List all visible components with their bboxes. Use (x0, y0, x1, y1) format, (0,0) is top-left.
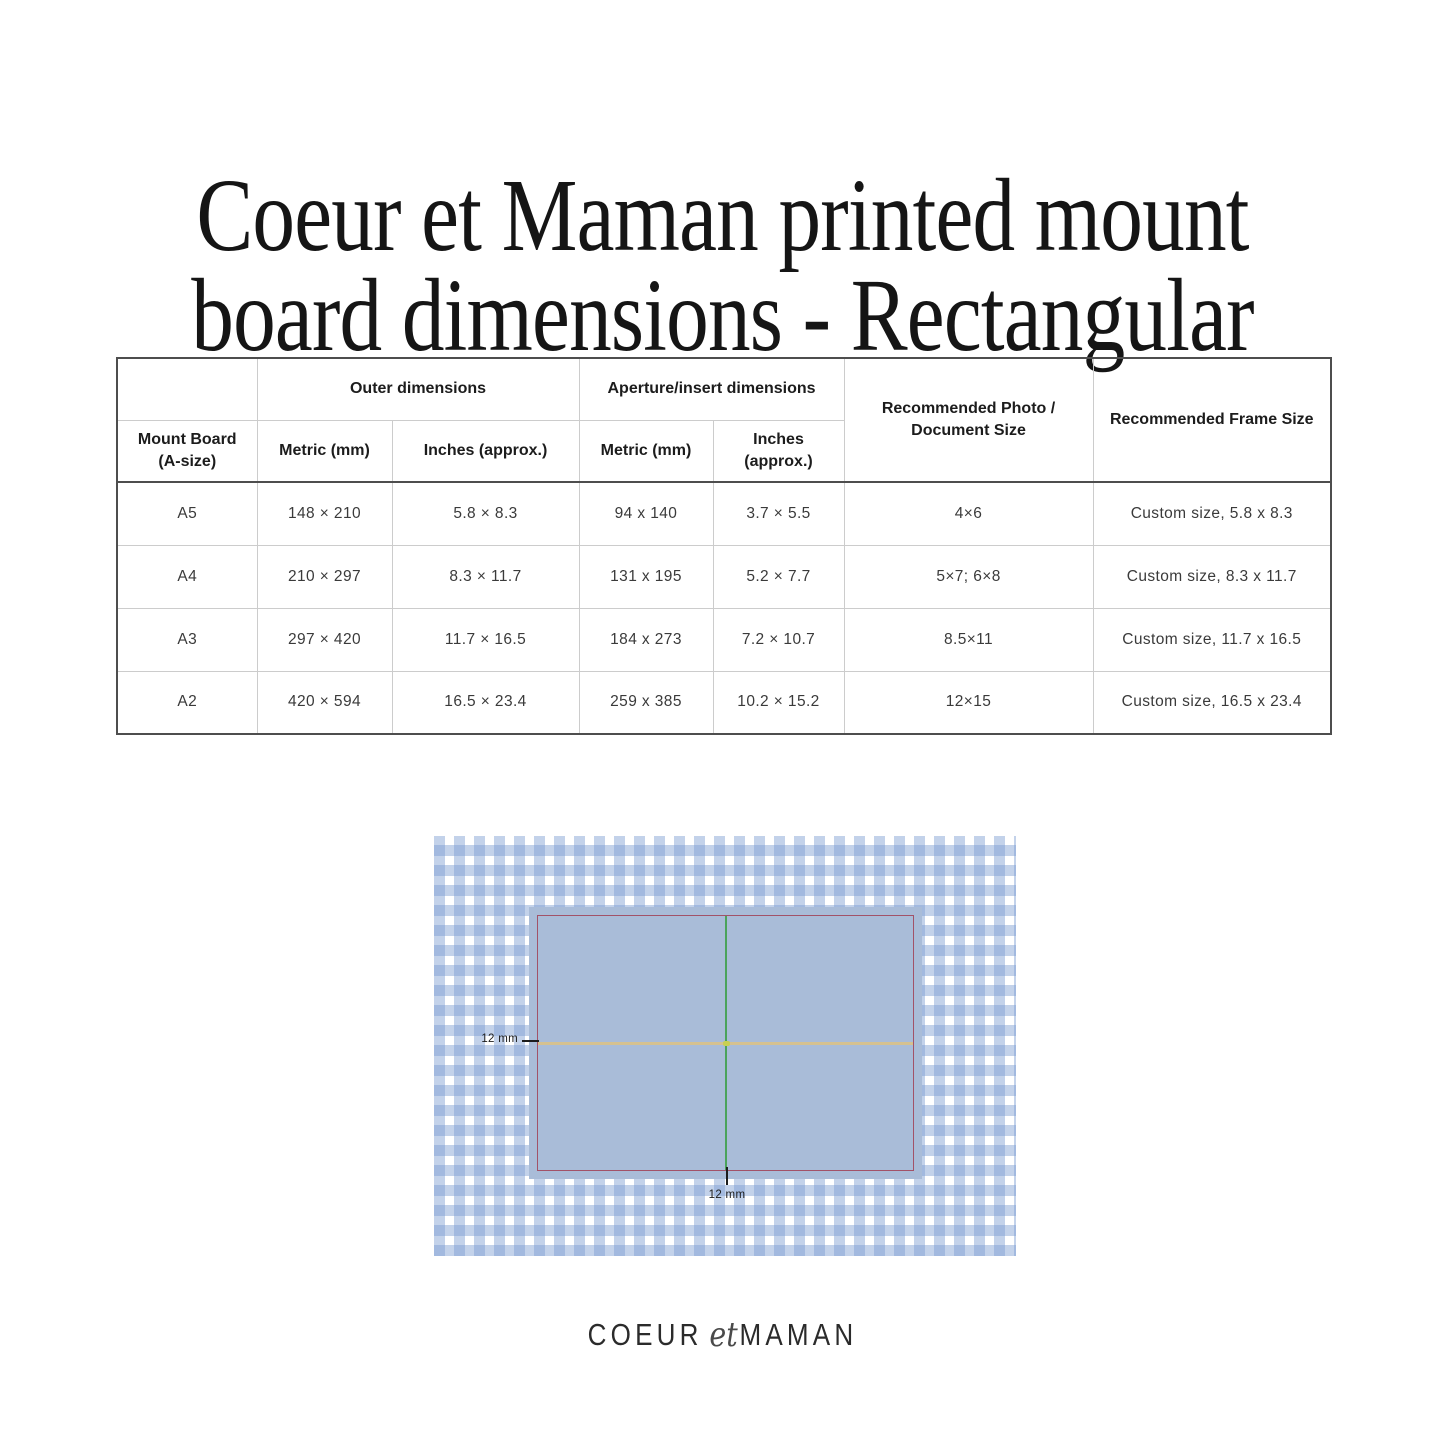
cell-size: A4 (117, 545, 257, 608)
table-row-a3 (117, 608, 1331, 671)
page-title-line-1: Coeur et Maman printed mount (196, 157, 1249, 273)
cell-frame-size: Custom size, 8.3 x 11.7 (1093, 545, 1331, 608)
cell-aperture-metric: 184 x 273 (579, 608, 713, 671)
cell-photo-size: 12×15 (844, 671, 1093, 734)
cell-outer-metric: 210 × 297 (257, 545, 392, 608)
cell-aperture-metric: 94 x 140 (579, 482, 713, 545)
dimensions-table (116, 357, 1332, 735)
cell-frame-size: Custom size, 5.8 x 8.3 (1093, 482, 1331, 545)
cell-size: A3 (117, 608, 257, 671)
cell-aperture-inches: 10.2 × 15.2 (713, 671, 844, 734)
cell-aperture-inches: 7.2 × 10.7 (713, 608, 844, 671)
left-margin-tick (522, 1040, 539, 1042)
page-title (130, 157, 1315, 373)
cell-aperture-inches: 3.7 × 5.5 (713, 482, 844, 545)
page-title-line-2: board dimensions - Rectangular (191, 257, 1254, 373)
cell-outer-metric: 148 × 210 (257, 482, 392, 545)
header-outer-inches: Inches (approx.) (392, 420, 579, 482)
cell-aperture-inches: 5.2 × 7.7 (713, 545, 844, 608)
cell-outer-inches: 11.7 × 16.5 (392, 608, 579, 671)
cell-outer-metric: 420 × 594 (257, 671, 392, 734)
brand-logo-word-et: et (709, 1315, 738, 1355)
table-row-a2 (117, 671, 1331, 734)
header-group-row (117, 358, 1331, 420)
table-row-a4 (117, 545, 1331, 608)
header-recommended-frame: Recommended Frame Size (1093, 358, 1331, 482)
cell-outer-inches: 5.8 × 8.3 (392, 482, 579, 545)
cell-outer-inches: 16.5 × 23.4 (392, 671, 579, 734)
center-dot (723, 1041, 730, 1046)
cell-outer-metric: 297 × 420 (257, 608, 392, 671)
brand-logo-word-coeur: COEUR (587, 1317, 703, 1352)
cell-outer-inches: 8.3 × 11.7 (392, 545, 579, 608)
header-outer-metric: Metric (mm) (257, 420, 392, 482)
header-mount-board: Mount Board (A-size) (117, 420, 257, 482)
header-empty-cell (117, 358, 257, 420)
cell-photo-size: 8.5×11 (844, 608, 1093, 671)
header-recommended-photo: Recommended Photo / Document Size (844, 358, 1093, 482)
mount-board (529, 907, 922, 1179)
bottom-margin-label: 12 mm (708, 1189, 746, 1201)
table-row-a5 (117, 482, 1331, 545)
bottom-margin-tick (726, 1167, 728, 1185)
brand-logo (116, 1314, 1330, 1354)
brand-logo-word-maman: MAMAN (739, 1317, 858, 1352)
mount-board-diagram (434, 836, 1016, 1256)
cell-frame-size: Custom size, 16.5 x 23.4 (1093, 671, 1331, 734)
cell-size: A5 (117, 482, 257, 545)
cell-photo-size: 4×6 (844, 482, 1093, 545)
cell-aperture-metric: 131 x 195 (579, 545, 713, 608)
header-aperture-dimensions: Aperture/insert dimensions (579, 358, 844, 420)
cell-size: A2 (117, 671, 257, 734)
aperture-outline (537, 915, 914, 1171)
cell-aperture-metric: 259 x 385 (579, 671, 713, 734)
header-outer-dimensions: Outer dimensions (257, 358, 579, 420)
cell-photo-size: 5×7; 6×8 (844, 545, 1093, 608)
left-margin-label: 12 mm (481, 1033, 518, 1045)
header-aperture-inches: Inches (approx.) (713, 420, 844, 482)
header-aperture-metric: Metric (mm) (579, 420, 713, 482)
cell-frame-size: Custom size, 11.7 x 16.5 (1093, 608, 1331, 671)
